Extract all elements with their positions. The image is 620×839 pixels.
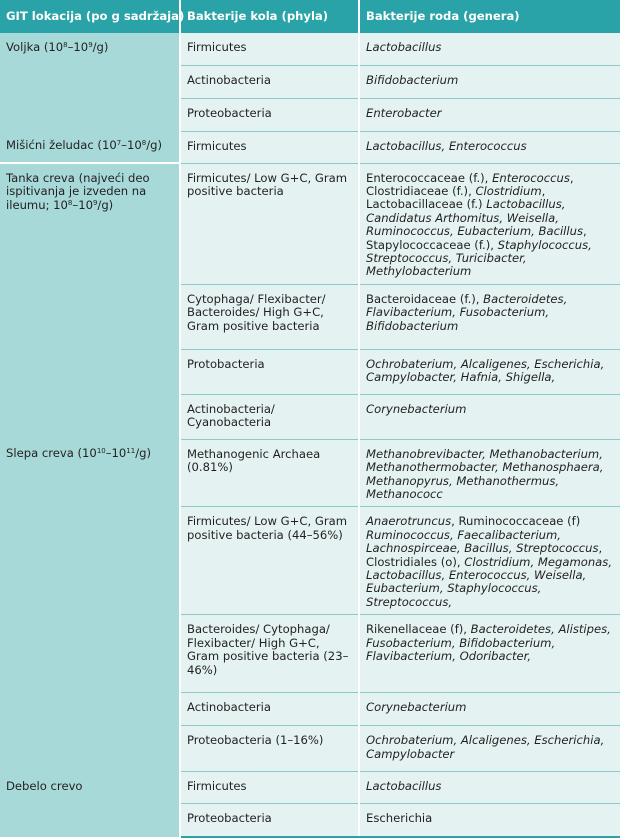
location-text: –10 bbox=[121, 138, 142, 152]
genus-name-italic: Corynebacterium bbox=[366, 700, 467, 715]
genus-name-italic: Anaerotruncus bbox=[366, 514, 452, 529]
table-body bbox=[0, 33, 620, 837]
location-exponent: 8 bbox=[67, 198, 73, 207]
genus-name-italic: Lactobacillus, Enterococcus bbox=[366, 138, 527, 153]
header-row bbox=[0, 0, 620, 33]
table-row bbox=[0, 772, 620, 804]
location-text: Slepa creva (10 bbox=[6, 446, 97, 461]
location-text: /g) bbox=[135, 446, 152, 461]
phylum-cell: Methanogenic Archaea (0.81%) bbox=[180, 439, 359, 507]
genus-name-italic: Enterococcus bbox=[492, 170, 570, 185]
location-cell bbox=[0, 772, 180, 837]
genera-cell bbox=[359, 693, 620, 726]
genera-cell bbox=[359, 804, 620, 837]
phylum-cell: Firmicutes bbox=[180, 131, 359, 163]
phylum-cell: Proteobacteria (1–16%) bbox=[180, 726, 359, 772]
genus-name-italic: Corynebacterium bbox=[366, 401, 467, 416]
genus-name-italic: Ochrobaterium, Alcaligenes, Escherichia, Campylobacter bbox=[366, 733, 605, 761]
taxon-text: Escherichia bbox=[366, 811, 433, 826]
genera-cell bbox=[359, 65, 620, 98]
genera-cell bbox=[359, 163, 620, 284]
taxon-text: , Lactobacillaceae (f.) bbox=[366, 183, 546, 212]
phylum-cell: Proteobacteria bbox=[180, 98, 359, 131]
genus-name-italic: Bifidobacterium bbox=[366, 72, 459, 87]
taxon-text: , Stapylococcaceae (f.), bbox=[366, 224, 587, 252]
location-text: –10 bbox=[105, 446, 127, 461]
phylum-cell: Bacteroides/ Cytophaga/ Flexibacter/ High G+C, Gram positive bacteria (23–46%) bbox=[180, 615, 359, 693]
location-text: Mišićni želudac (10 bbox=[6, 138, 117, 152]
genera-cell bbox=[359, 349, 620, 394]
genera-cell bbox=[359, 726, 620, 772]
location-cell bbox=[0, 163, 180, 439]
genus-name-italic: Ruminococcus, Faecalibacterium, Lachnospirceae, Bacillus, Streptococcus bbox=[366, 527, 599, 556]
genus-name-italic: Ochrobaterium, Alcaligenes, Escherichia, Campylobacter, Hafnia, Shigella, bbox=[366, 356, 605, 385]
phylum-cell: Firmicutes bbox=[180, 772, 359, 804]
taxon-text: Bacteroidaceae (f.), bbox=[366, 291, 484, 306]
table-row bbox=[0, 33, 620, 65]
phylum-cell: Actinobacteria bbox=[180, 693, 359, 726]
location-cell bbox=[0, 439, 180, 772]
genera-cell bbox=[359, 507, 620, 615]
location-text: –10 bbox=[67, 40, 89, 54]
table-row bbox=[0, 163, 620, 284]
genus-name-italic: Staphylococcus, Streptococcus, Turicibacter, Methylobacterium bbox=[366, 237, 592, 279]
genus-name-italic: Bacteroidetes, Alistipes, Fusobacterium, Bifidobacterium, Flavibacterium, Odoribacter, bbox=[366, 622, 611, 664]
genera-cell bbox=[359, 394, 620, 439]
genera-cell bbox=[359, 439, 620, 507]
header-phyla: Bakterije kola (phyla) bbox=[180, 0, 359, 33]
location-exponent: 11 bbox=[126, 447, 136, 456]
location-exponent: 10 bbox=[96, 447, 106, 456]
location-text: /g) bbox=[92, 40, 109, 54]
location-exponent: 8 bbox=[63, 41, 68, 49]
genus-name-italic: Enterobacter bbox=[366, 105, 442, 120]
phylum-cell: Actinobacteria bbox=[180, 65, 359, 98]
taxon-text: , Clostridiales (o), bbox=[366, 541, 603, 569]
phylum-cell: Firmicutes bbox=[180, 33, 359, 65]
genera-cell bbox=[359, 131, 620, 163]
taxon-text: , Clostridiaceae (f.), bbox=[366, 170, 574, 198]
location-text: Debelo crevo bbox=[6, 778, 83, 793]
location-text: Voljka (10 bbox=[6, 40, 64, 54]
location-exponent: 8 bbox=[141, 139, 147, 147]
genus-name-italic: Bacteroidetes, Flavibacterium, Fusobacterium, Bifidobacterium bbox=[366, 291, 568, 333]
genus-name-italic: Clostridium bbox=[475, 183, 542, 198]
location-exponent: 7 bbox=[116, 139, 122, 147]
phylum-cell: Proteobacteria bbox=[180, 804, 359, 837]
location-cell bbox=[0, 33, 180, 131]
location-cell bbox=[0, 131, 180, 163]
taxon-text: Rikenellaceae (f), bbox=[366, 622, 471, 637]
phylum-cell: Protobacteria bbox=[180, 349, 359, 394]
phylum-cell: Actinobacteria/ Cyanobacteria bbox=[180, 394, 359, 439]
location-text: Tanka creva (najveći deo ispitivanja je izveden na ileumu; 10 bbox=[6, 171, 150, 212]
genera-cell bbox=[359, 33, 620, 65]
genera-cell bbox=[359, 284, 620, 349]
genus-name-italic: Clostridium, Megamonas, Lactobacillus, Enterococcus, Weisella, Eubacterium, Staphylococcus, Streptococcus, bbox=[366, 554, 613, 609]
taxon-text: , Ruminococcaceae (f) bbox=[451, 514, 581, 529]
header-genera: Bakterije roda (genera) bbox=[359, 0, 620, 33]
genus-name-italic: Methanobrevibacter, Methanobacterium, Methanothermobacter, Methanosphaera, Methanopyrus, Methanothermus, Methanococc bbox=[366, 446, 604, 501]
genera-cell bbox=[359, 772, 620, 804]
location-exponent: 9 bbox=[92, 198, 98, 207]
phylum-cell: Firmicutes/ Low G+C, Gram positive bacteria (44–56%) bbox=[180, 507, 359, 615]
phylum-cell: Cytophaga/ Flexibacter/ Bacteroides/ High G+C, Gram positive bacteria bbox=[180, 284, 359, 349]
location-text: –10 bbox=[72, 197, 93, 212]
genera-cell bbox=[359, 615, 620, 693]
genera-cell bbox=[359, 98, 620, 131]
location-exponent: 9 bbox=[88, 41, 93, 49]
header-location: GIT lokacija (po g sadržaja) bbox=[0, 0, 180, 33]
location-text: /g) bbox=[146, 138, 162, 152]
table-row bbox=[0, 131, 620, 163]
genus-name-italic: Lactobacillus, Candidatus Arthomitus, Weisella, Ruminococcus, Eubacterium, Bacillus bbox=[366, 197, 584, 239]
phylum-cell: Firmicutes/ Low G+C, Gram positive bacteria bbox=[180, 163, 359, 284]
table-row bbox=[0, 439, 620, 507]
genus-name-italic: Lactobacillus bbox=[366, 40, 442, 54]
genus-name-italic: Lactobacillus bbox=[366, 779, 442, 794]
taxon-text: Enterococcaceae (f.), bbox=[366, 170, 493, 185]
location-text: /g) bbox=[97, 197, 114, 212]
